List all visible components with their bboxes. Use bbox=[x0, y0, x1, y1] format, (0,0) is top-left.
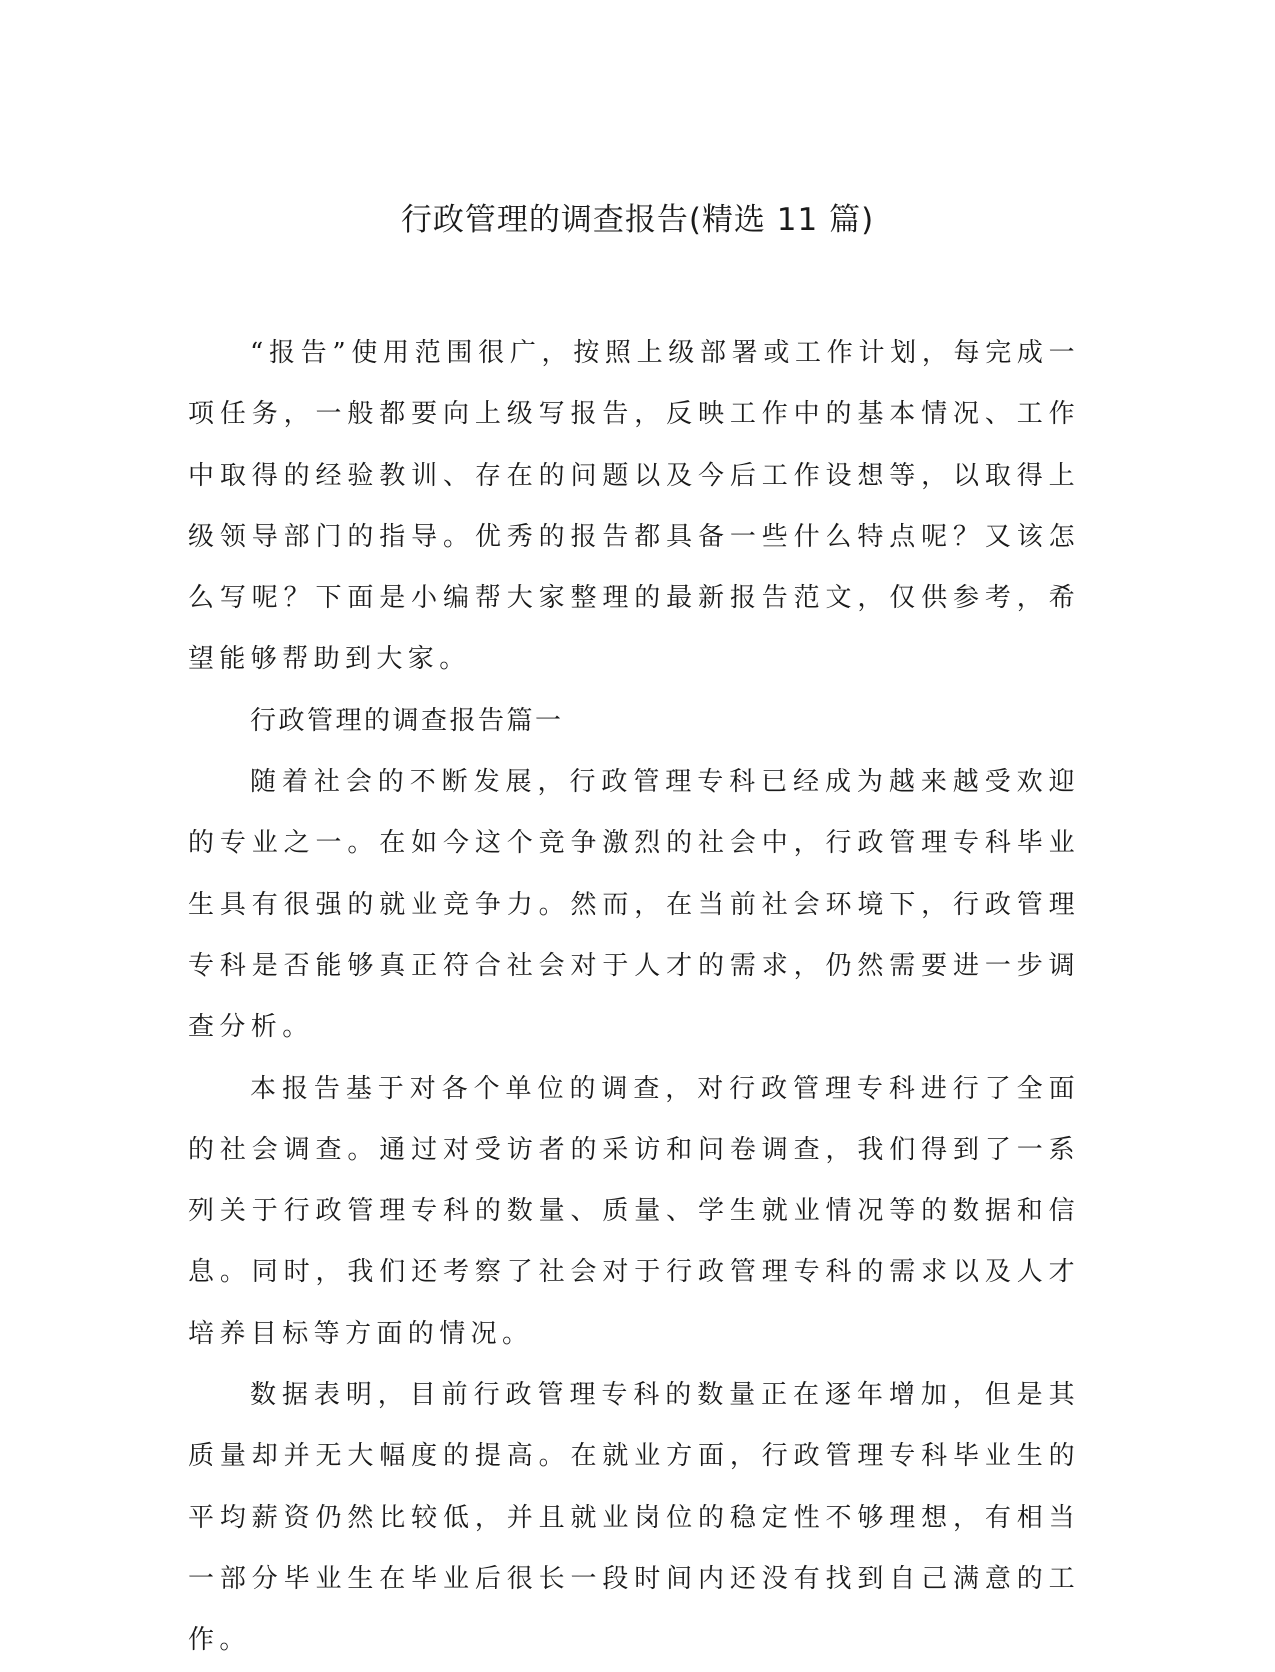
section-heading: 行政管理的调查报告篇一 bbox=[250, 705, 564, 736]
document-title: 行政管理的调查报告(精选 11 篇) bbox=[400, 202, 875, 238]
document-body bbox=[188, 323, 1080, 1672]
body-paragraph: 本报告基于对各个单位的调查，对行政管理专科进行了全面的社会调查。通过对受访者的采访和问卷调查，我们得到了一系列关于行政管理专科的数量、质量、学生就业情况等的数据和信息。同时，我们还考察了社会对于行政管理专科的需求以及人才培养目标等方面的情况。 bbox=[188, 1073, 1080, 1349]
intro-paragraph: “报告”使用范围很广，按照上级部署或工作计划，每完成一项任务，一般都要向上级写报告，反映工作中的基本情况、工作中取得的经验教训、存在的问题以及今后工作设想等，以取得上级领导部门的指导。优秀的报告都具备一些什么特点呢？又该怎么写呢？下面是小编帮大家整理的最新报告范文，仅供参考，希望能够帮助到大家。 bbox=[188, 338, 1080, 675]
body-paragraph: 随着社会的不断发展，行政管理专科已经成为越来越受欢迎的专业之一。在如今这个竞争激烈的社会中，行政管理专科毕业生具有很强的就业竞争力。然而，在当前社会环境下，行政管理专科是否能够真正符合社会对于人才的需求，仍然需要进一步调查分析。 bbox=[188, 767, 1080, 1043]
body-paragraph: 数据表明，目前行政管理专科的数量正在逐年增加，但是其质量却并无大幅度的提高。在就业方面，行政管理专科毕业生的平均薪资仍然比较低，并且就业岗位的稳定性不够理想，有相当一部分毕业生在毕业后很长一段时间内还没有找到自己满意的工作。 bbox=[188, 1380, 1080, 1656]
